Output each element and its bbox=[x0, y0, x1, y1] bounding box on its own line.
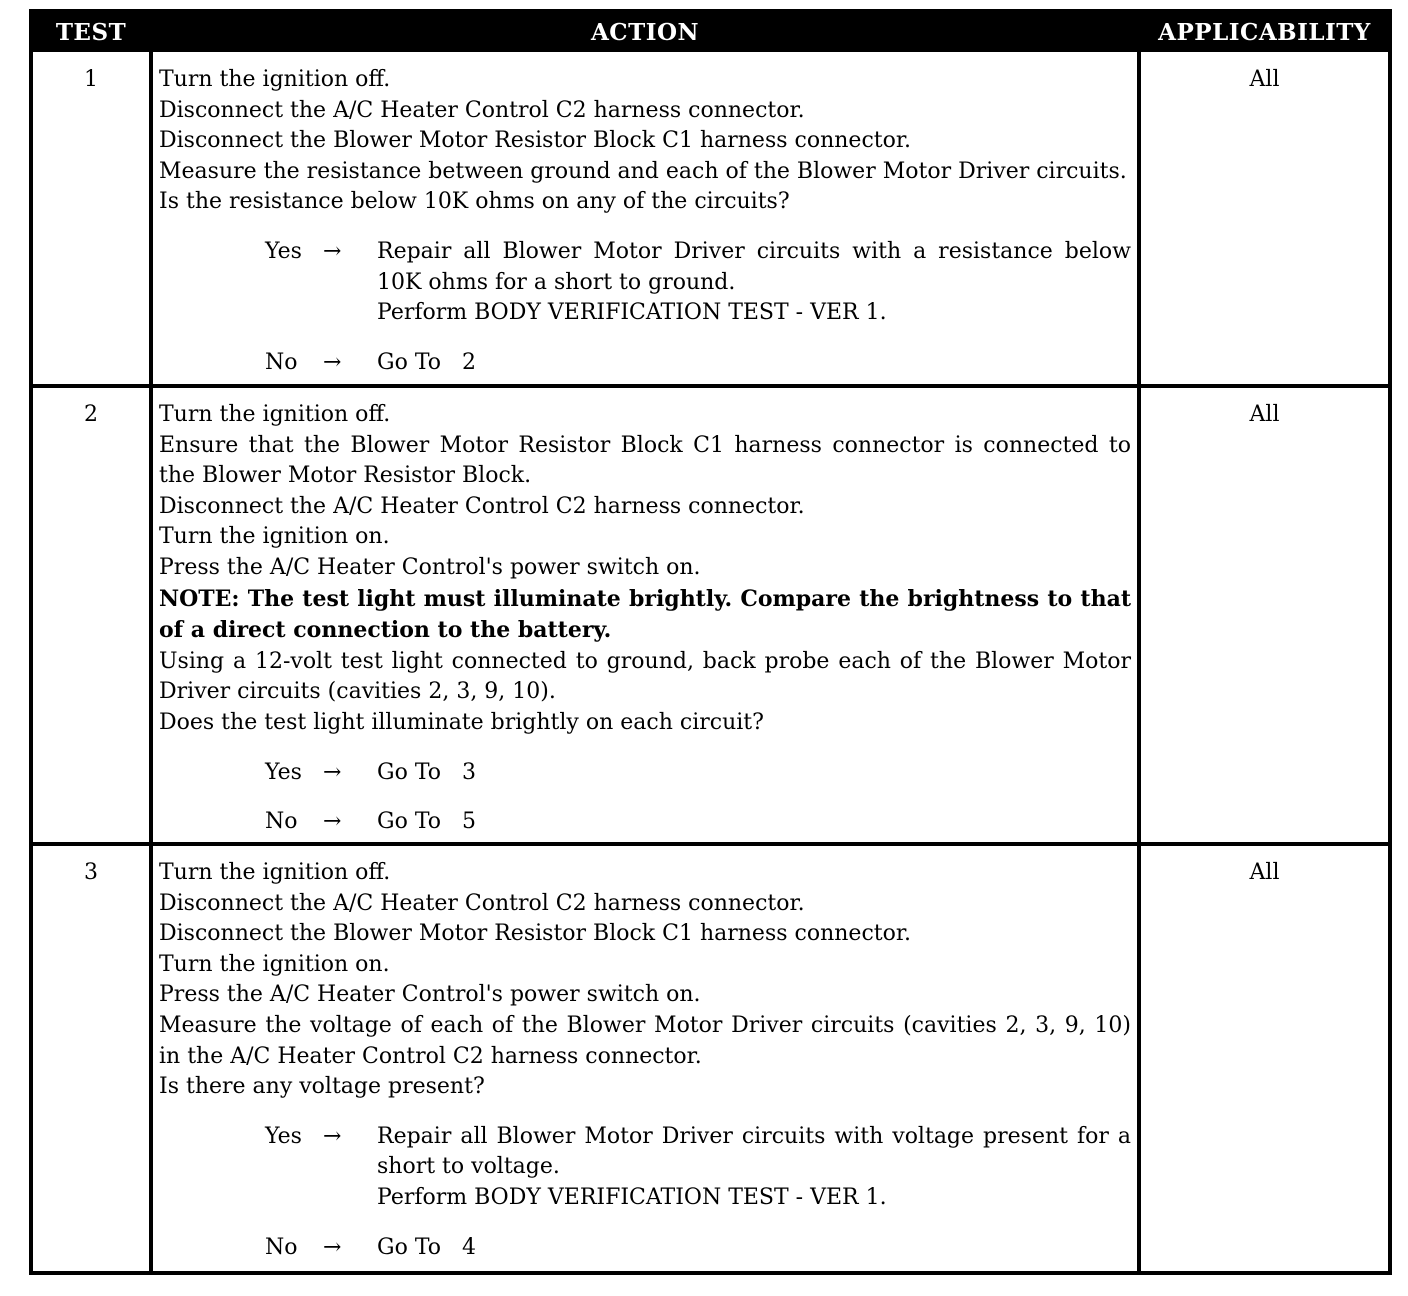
header-applicability: APPLICABILITY bbox=[1158, 19, 1371, 46]
step: Turn the ignition off. bbox=[159, 67, 391, 92]
no-result bbox=[265, 1233, 1131, 1264]
step: Turn the ignition on. bbox=[159, 524, 390, 550]
test-number: 3 bbox=[84, 860, 98, 885]
step: Disconnect the A/C Heater Control C2 harness connector. bbox=[159, 97, 805, 123]
no-label: No bbox=[265, 1234, 298, 1260]
row-divider bbox=[33, 842, 1388, 846]
header-test: TEST bbox=[55, 19, 127, 46]
step: Turn the ignition off. bbox=[159, 402, 391, 427]
yes-result bbox=[265, 237, 1131, 329]
yes-result bbox=[265, 758, 1131, 789]
action-cell bbox=[159, 400, 1131, 838]
yes-label: Yes bbox=[265, 1123, 302, 1149]
column-divider bbox=[1137, 52, 1141, 1271]
arrow-icon: → bbox=[323, 1234, 342, 1260]
yes-action-line: Repair all Blower Motor Driver circuits with voltage present for a short to voltage. bbox=[377, 1123, 1131, 1180]
yes-label: Yes bbox=[265, 238, 302, 264]
no-label: No bbox=[265, 809, 298, 835]
question: Is there any voltage present? bbox=[159, 1074, 485, 1100]
no-action: Go To 5 bbox=[377, 809, 476, 835]
no-action: Go To 4 bbox=[377, 1234, 476, 1260]
step: Using a 12-volt test light connected to ground, back probe each of the Blower Motor Driver circuits (cavities 2, 3, 9, 10). bbox=[159, 648, 1131, 705]
applicability-value: All bbox=[1249, 402, 1280, 427]
arrow-icon: → bbox=[323, 759, 342, 785]
note bbox=[159, 584, 1131, 647]
yes-label: Yes bbox=[265, 759, 302, 785]
arrow-icon: → bbox=[323, 809, 342, 835]
action-cell bbox=[159, 858, 1131, 1263]
yes-action-line: Perform BODY VERIFICATION TEST - VER 1. bbox=[377, 1184, 887, 1210]
step: Measure the resistance between ground and each of the Blower Motor Driver circuits. bbox=[159, 158, 1127, 184]
step: Ensure that the Blower Motor Resistor Block C1 harness connector is connected to the Blower Motor Resistor Block. bbox=[159, 432, 1131, 489]
test-number: 2 bbox=[84, 402, 98, 427]
no-action: Go To 2 bbox=[377, 349, 476, 375]
test-number: 1 bbox=[84, 67, 98, 92]
header-action: ACTION bbox=[590, 19, 700, 46]
step: Press the A/C Heater Control's power switch on. bbox=[159, 554, 701, 580]
yes-result bbox=[265, 1122, 1131, 1214]
step: Press the A/C Heater Control's power switch on. bbox=[159, 982, 701, 1008]
yes-action-line: Perform BODY VERIFICATION TEST - VER 1. bbox=[377, 300, 887, 326]
column-divider bbox=[149, 52, 153, 1271]
arrow-icon: → bbox=[323, 349, 342, 375]
step: Turn the ignition off. bbox=[159, 860, 391, 885]
no-label: No bbox=[265, 349, 298, 375]
note-text: NOTE: The test light must illuminate brightly. Compare the brightness to that of a direct connection to the battery. bbox=[159, 585, 1131, 644]
row-divider bbox=[33, 384, 1388, 388]
action-cell bbox=[159, 65, 1131, 378]
step: Disconnect the Blower Motor Resistor Block C1 harness connector. bbox=[159, 128, 911, 154]
yes-action bbox=[377, 237, 1131, 329]
step: Disconnect the Blower Motor Resistor Block C1 harness connector. bbox=[159, 921, 911, 947]
step: Measure the voltage of each of the Blower Motor Driver circuits (cavities 2, 3, 9, 10) in the A/C Heater Control C2 harness connector. bbox=[159, 1012, 1131, 1069]
arrow-icon: → bbox=[323, 238, 342, 264]
yes-action: Go To 3 bbox=[377, 759, 476, 785]
yes-action-line: Repair all Blower Motor Driver circuits with a resistance below 10K ohms for a short to ground. bbox=[377, 238, 1131, 295]
step: Disconnect the A/C Heater Control C2 harness connector. bbox=[159, 890, 805, 916]
table-header bbox=[33, 13, 1388, 52]
step: Turn the ignition on. bbox=[159, 951, 390, 977]
no-result bbox=[265, 807, 1131, 838]
diagnostic-table bbox=[29, 9, 1392, 1275]
no-result bbox=[265, 348, 1131, 379]
applicability-value: All bbox=[1249, 860, 1280, 885]
question: Does the test light illuminate brightly on each circuit? bbox=[159, 709, 764, 735]
arrow-icon: → bbox=[323, 1123, 342, 1149]
applicability-value: All bbox=[1249, 67, 1280, 92]
step: Disconnect the A/C Heater Control C2 harness connector. bbox=[159, 493, 805, 519]
question: Is the resistance below 10K ohms on any of the circuits? bbox=[159, 189, 790, 215]
yes-action bbox=[377, 1122, 1131, 1214]
